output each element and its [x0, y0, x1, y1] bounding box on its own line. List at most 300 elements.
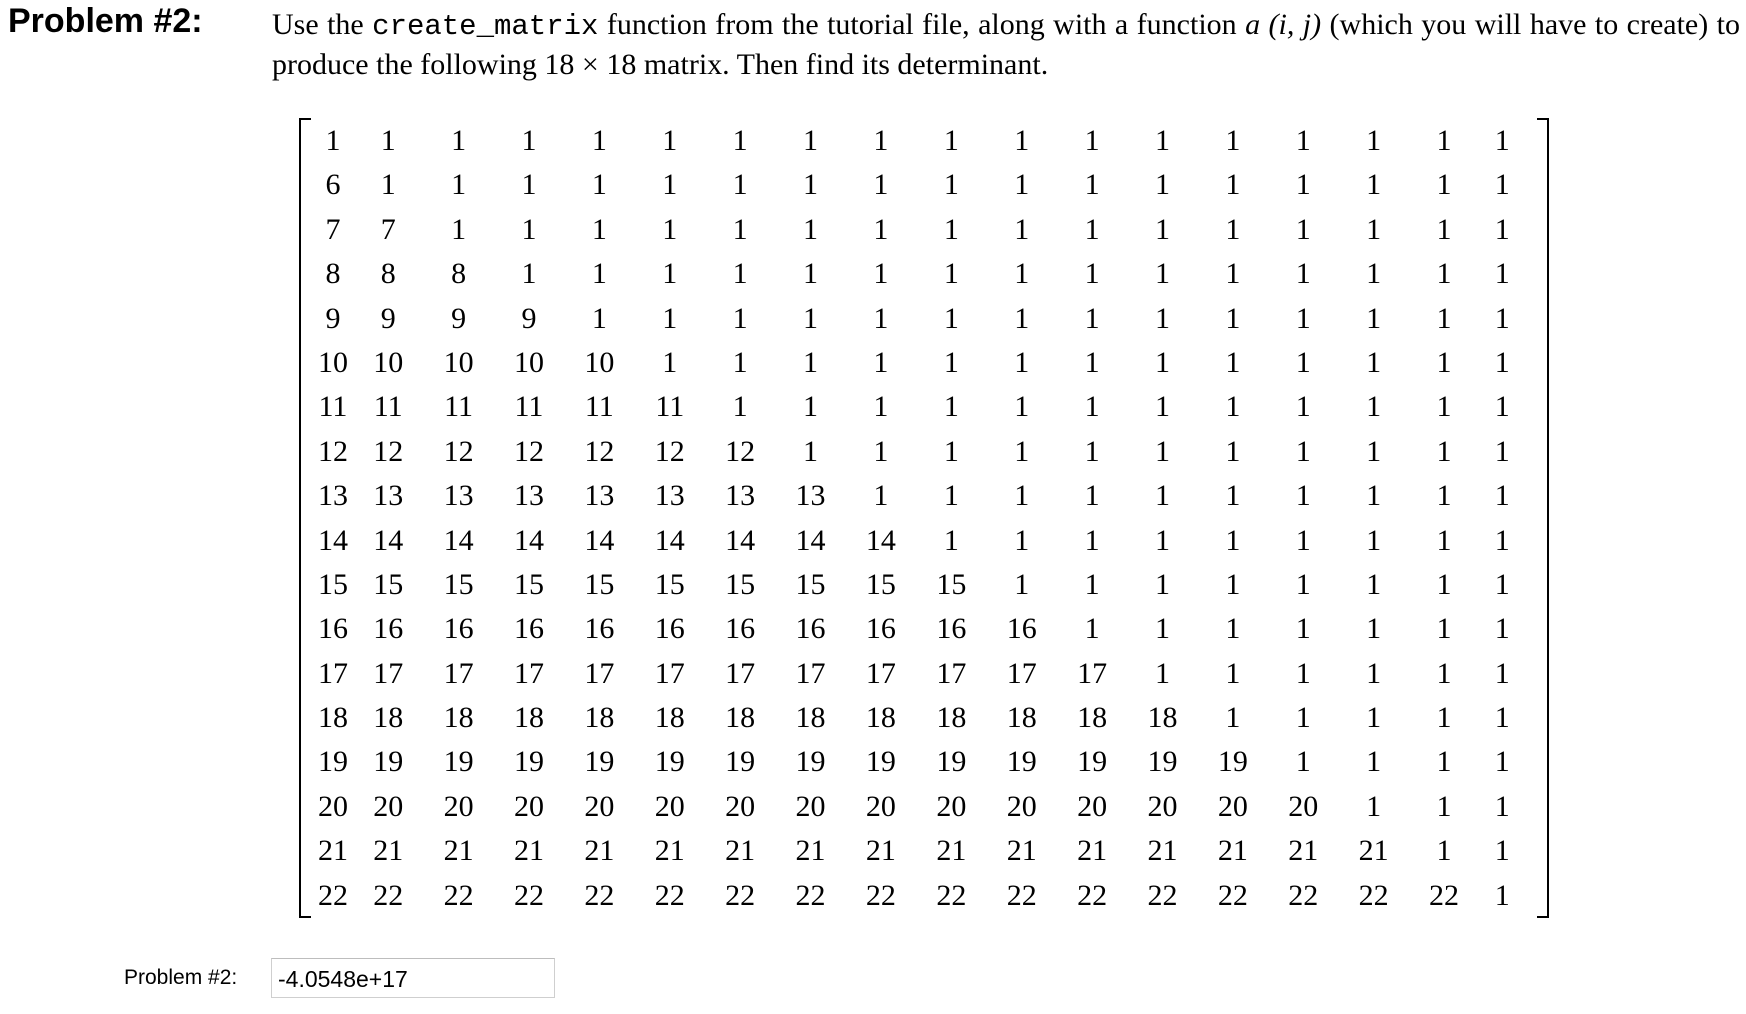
matrix-cell: 6 [325, 168, 341, 202]
matrix-cell: 21 [1147, 834, 1178, 868]
matrix-cell: 16 [795, 612, 826, 646]
matrix-cell: 1 [1366, 523, 1382, 557]
matrix-cell: 14 [654, 523, 685, 557]
matrix-cell: 17 [584, 656, 615, 690]
statement-text: Use the [272, 8, 373, 41]
matrix-cell: 12 [584, 434, 615, 468]
matrix-cell: 1 [1436, 257, 1452, 291]
matrix-cell: 1 [1295, 301, 1311, 335]
matrix-cell: 21 [513, 834, 544, 868]
matrix-cell: 1 [1494, 745, 1510, 779]
matrix-cell: 1 [1225, 479, 1241, 513]
matrix-cell: 16 [725, 612, 756, 646]
matrix-cell: 1 [732, 124, 748, 157]
matrix-cell: 15 [584, 567, 615, 601]
matrix-cell: 16 [373, 612, 404, 646]
matrix-cell: 18 [1006, 701, 1037, 735]
matrix-cell: 1 [943, 257, 959, 291]
matrix-cell: 21 [1006, 834, 1037, 868]
matrix-cell: 17 [373, 656, 404, 690]
matrix-cell: 20 [584, 789, 615, 823]
matrix-cell: 1 [662, 212, 678, 246]
matrix-cell: 1 [1225, 523, 1241, 557]
matrix-cell: 1 [1295, 345, 1311, 379]
matrix-cell: 1 [1366, 345, 1382, 379]
matrix-cell: 1 [1154, 168, 1170, 202]
matrix-cell: 9 [451, 301, 467, 335]
matrix-cell: 17 [654, 656, 685, 690]
matrix-cell: 7 [325, 212, 341, 246]
matrix-cell: 22 [1147, 878, 1178, 912]
matrix-cell: 11 [584, 390, 614, 424]
matrix-cell: 14 [584, 523, 615, 557]
matrix-cell: 1 [803, 390, 819, 424]
matrix-cell: 1 [1084, 612, 1100, 646]
matrix-cell: 16 [654, 612, 685, 646]
matrix-cell: 21 [795, 834, 826, 868]
matrix-cell: 1 [1295, 612, 1311, 646]
matrix-cell: 1 [1295, 701, 1311, 735]
matrix-cell: 1 [521, 257, 537, 291]
problem-statement [272, 6, 1740, 84]
matrix-cell: 1 [662, 168, 678, 202]
matrix-cell: 1 [662, 345, 678, 379]
matrix-cell: 1 [803, 345, 819, 379]
matrix-cell: 22 [725, 878, 756, 912]
matrix-cell: 1 [803, 434, 819, 468]
matrix-cell: 1 [1084, 124, 1100, 157]
matrix-cell: 1 [1295, 523, 1311, 557]
matrix-cell: 1 [1225, 612, 1241, 646]
matrix-cell: 1 [1494, 345, 1510, 379]
matrix-cell: 1 [1295, 390, 1311, 424]
matrix-cell: 1 [1366, 390, 1382, 424]
matrix-cell: 20 [795, 789, 826, 823]
matrix-cell: 1 [1014, 390, 1030, 424]
matrix-cell: 15 [865, 567, 896, 601]
matrix-cell: 15 [725, 567, 756, 601]
matrix-cell: 1 [1494, 878, 1510, 912]
matrix-cell: 18 [443, 701, 474, 735]
matrix-cell: 1 [1084, 390, 1100, 424]
matrix-cell: 1 [1225, 701, 1241, 735]
matrix-cell: 22 [584, 878, 615, 912]
matrix-cell: 1 [1436, 479, 1452, 513]
matrix-cell: 1 [1014, 523, 1030, 557]
matrix-cell: 1 [1494, 390, 1510, 424]
matrix-cell: 20 [1077, 789, 1108, 823]
matrix-cell: 18 [584, 701, 615, 735]
matrix-cell: 1 [1366, 479, 1382, 513]
matrix-cell: 21 [443, 834, 474, 868]
matrix-cell: 22 [936, 878, 967, 912]
matrix-cell: 1 [1295, 434, 1311, 468]
matrix-cell: 1 [1436, 124, 1452, 157]
matrix-cell: 9 [521, 301, 537, 335]
matrix-cell: 1 [1436, 212, 1452, 246]
matrix-cell: 1 [1494, 212, 1510, 246]
matrix-cell: 21 [654, 834, 685, 868]
matrix-cell: 18 [513, 701, 544, 735]
matrix-cell: 1 [1225, 345, 1241, 379]
matrix-cell: 1 [873, 301, 889, 335]
matrix-cell: 1 [1295, 124, 1311, 157]
matrix-cell: 1 [873, 345, 889, 379]
matrix-cell: 1 [803, 301, 819, 335]
matrix-cell: 21 [1288, 834, 1319, 868]
matrix-cell: 1 [1014, 124, 1030, 157]
matrix-cell: 1 [1494, 834, 1510, 868]
function-symbol: a [1245, 8, 1261, 41]
matrix-cell: 22 [1429, 878, 1460, 912]
matrix-cell: 1 [1014, 301, 1030, 335]
matrix-cell: 1 [325, 124, 341, 157]
matrix-cell: 1 [1436, 523, 1452, 557]
matrix-cell: 1 [1154, 212, 1170, 246]
matrix-cell: 1 [451, 212, 467, 246]
matrix-cell: 1 [1154, 523, 1170, 557]
matrix-cell: 1 [1295, 168, 1311, 202]
matrix-cell: 1 [1225, 390, 1241, 424]
matrix-cell: 1 [873, 434, 889, 468]
matrix-cell: 1 [1014, 168, 1030, 202]
matrix-cell: 20 [1006, 789, 1037, 823]
matrix-cell: 21 [725, 834, 756, 868]
matrix-cell: 1 [1366, 257, 1382, 291]
matrix-cell: 1 [1295, 212, 1311, 246]
matrix-cell: 10 [318, 345, 348, 379]
matrix-cell: 1 [591, 212, 607, 246]
matrix-cell: 1 [1084, 257, 1100, 291]
matrix-cell: 20 [1147, 789, 1178, 823]
matrix-cell: 15 [443, 567, 474, 601]
matrix-cell: 10 [443, 345, 474, 379]
answer-label: Problem #2: [124, 966, 238, 989]
matrix-cell: 19 [1217, 745, 1248, 779]
matrix-cell: 1 [943, 434, 959, 468]
matrix-display [299, 118, 1549, 918]
matrix-cell: 15 [654, 567, 685, 601]
matrix-cell: 7 [380, 212, 396, 246]
matrix-cell: 1 [732, 168, 748, 202]
matrix-cell: 1 [1366, 434, 1382, 468]
matrix-cell: 1 [1225, 434, 1241, 468]
matrix-cell: 1 [1436, 789, 1452, 823]
matrix-cell: 15 [513, 567, 544, 601]
matrix-cell: 1 [1295, 567, 1311, 601]
matrix-cell: 1 [1154, 257, 1170, 291]
matrix-cell: 1 [1084, 212, 1100, 246]
matrix-cell: 1 [1154, 124, 1170, 157]
matrix-cell: 16 [443, 612, 474, 646]
matrix-cell: 1 [873, 212, 889, 246]
matrix-cell: 1 [803, 124, 819, 157]
matrix-cell: 1 [1436, 834, 1452, 868]
matrix-cell: 20 [443, 789, 474, 823]
matrix-cell: 14 [513, 523, 544, 557]
matrix-cell: 17 [513, 656, 544, 690]
matrix-cell: 22 [1358, 878, 1389, 912]
matrix-cell: 20 [1288, 789, 1319, 823]
matrix-cell: 21 [373, 834, 404, 868]
matrix-cell: 1 [1225, 168, 1241, 202]
matrix-cell: 1 [1084, 479, 1100, 513]
matrix-cell: 12 [513, 434, 544, 468]
matrix-cell: 1 [1436, 301, 1452, 335]
answer-input[interactable] [271, 958, 555, 998]
matrix-cell: 1 [873, 390, 889, 424]
matrix-cell: 1 [943, 479, 959, 513]
matrix-cell: 1 [1366, 301, 1382, 335]
matrix-cell: 1 [1014, 567, 1030, 601]
matrix-cell: 1 [1154, 434, 1170, 468]
statement-text: function from the tutorial file, along with a function [598, 8, 1246, 41]
matrix-cell: 1 [1366, 789, 1382, 823]
matrix-cell: 16 [318, 612, 348, 646]
matrix-cell: 16 [1006, 612, 1037, 646]
matrix-cell: 1 [1295, 257, 1311, 291]
matrix-cell: 12 [373, 434, 404, 468]
matrix-left-bracket [299, 118, 311, 918]
matrix-cell: 14 [725, 523, 756, 557]
matrix-cell: 1 [943, 523, 959, 557]
matrix-cell: 22 [795, 878, 826, 912]
matrix-cell: 1 [1494, 789, 1510, 823]
matrix-cell: 13 [584, 479, 615, 513]
matrix-cell: 21 [936, 834, 967, 868]
matrix-cell: 1 [1366, 701, 1382, 735]
matrix-cell: 1 [1494, 656, 1510, 690]
matrix-cell: 21 [318, 834, 348, 868]
statement-text: (which you will have to create) to produce the following 18 × 18 matrix. Then find its determinant. [272, 8, 1740, 81]
matrix-cell: 12 [725, 434, 756, 468]
matrix-cell: 1 [732, 257, 748, 291]
matrix-cell: 1 [873, 257, 889, 291]
matrix-cell: 20 [725, 789, 756, 823]
matrix-cell: 19 [725, 745, 756, 779]
matrix-cell: 1 [591, 168, 607, 202]
matrix-cell: 17 [936, 656, 967, 690]
matrix-cell: 1 [1494, 124, 1510, 157]
matrix-cell: 14 [443, 523, 474, 557]
matrix-cell: 18 [725, 701, 756, 735]
matrix-cell: 22 [373, 878, 404, 912]
matrix-cell: 1 [1436, 745, 1452, 779]
matrix-cell: 1 [591, 301, 607, 335]
matrix-cell: 1 [521, 124, 537, 157]
matrix-cell: 1 [1436, 345, 1452, 379]
matrix-cell: 1 [1366, 567, 1382, 601]
matrix-cell: 18 [1077, 701, 1108, 735]
matrix-cell: 10 [584, 345, 615, 379]
matrix-cell: 1 [1436, 656, 1452, 690]
matrix-cell: 1 [1225, 257, 1241, 291]
matrix-cell: 1 [1436, 567, 1452, 601]
matrix-cell: 1 [1295, 656, 1311, 690]
matrix-cell: 1 [1084, 523, 1100, 557]
matrix-cell: 1 [591, 257, 607, 291]
matrix-cell: 1 [1154, 301, 1170, 335]
matrix-cell: 1 [1366, 168, 1382, 202]
matrix-cell: 17 [1006, 656, 1037, 690]
function-args: (i, j) [1260, 8, 1330, 41]
matrix-cell: 11 [373, 390, 403, 424]
matrix-cell: 1 [451, 124, 467, 157]
matrix-cell: 1 [1225, 656, 1241, 690]
matrix-cell: 15 [795, 567, 826, 601]
matrix-cell: 1 [943, 345, 959, 379]
matrix-cell: 20 [318, 789, 348, 823]
matrix-cell: 1 [803, 212, 819, 246]
matrix-cell: 1 [1494, 434, 1510, 468]
matrix-cell: 11 [514, 390, 544, 424]
matrix-cell: 1 [1436, 434, 1452, 468]
matrix-cell: 22 [1077, 878, 1108, 912]
matrix-cell: 1 [943, 390, 959, 424]
matrix-cell: 1 [1225, 301, 1241, 335]
matrix-cell: 19 [936, 745, 967, 779]
matrix-cell: 22 [1288, 878, 1319, 912]
matrix-cell: 1 [1154, 390, 1170, 424]
matrix-cell: 13 [373, 479, 404, 513]
matrix-cell: 22 [443, 878, 474, 912]
matrix-cell: 1 [943, 301, 959, 335]
matrix-cell: 19 [513, 745, 544, 779]
matrix-cell: 1 [873, 168, 889, 202]
matrix-cell: 20 [1217, 789, 1248, 823]
matrix-cell: 21 [865, 834, 896, 868]
matrix-cell: 1 [1436, 612, 1452, 646]
matrix-cell: 20 [654, 789, 685, 823]
matrix-cell: 1 [1436, 390, 1452, 424]
matrix-cell: 19 [1147, 745, 1178, 779]
matrix-cell: 1 [1084, 168, 1100, 202]
matrix-cell: 1 [1494, 168, 1510, 202]
matrix-cell: 1 [1084, 301, 1100, 335]
matrix-cell: 13 [725, 479, 756, 513]
matrix-cell: 1 [943, 212, 959, 246]
matrix-cell: 13 [795, 479, 826, 513]
matrix-cell: 12 [318, 434, 348, 468]
matrix-cell: 1 [943, 124, 959, 157]
matrix-cell: 21 [584, 834, 615, 868]
matrix-cell: 1 [732, 212, 748, 246]
matrix-cell: 1 [1366, 212, 1382, 246]
matrix-cell: 14 [373, 523, 404, 557]
matrix-cell: 12 [443, 434, 474, 468]
matrix-cell: 15 [373, 567, 404, 601]
matrix-cell: 22 [513, 878, 544, 912]
matrix-cell: 22 [1217, 878, 1248, 912]
matrix-cell: 1 [1436, 701, 1452, 735]
matrix-cell: 17 [318, 656, 348, 690]
matrix-cell: 15 [318, 567, 348, 601]
matrix-cell: 1 [1014, 212, 1030, 246]
matrix-cell: 1 [1494, 567, 1510, 601]
matrix-cell: 16 [584, 612, 615, 646]
matrix-cell: 1 [662, 301, 678, 335]
matrix-cell: 21 [1217, 834, 1248, 868]
matrix-cell: 16 [936, 612, 967, 646]
matrix-cell: 1 [1366, 656, 1382, 690]
matrix-cell: 17 [865, 656, 896, 690]
matrix-cell: 14 [795, 523, 826, 557]
matrix-cell: 1 [1295, 745, 1311, 779]
matrix-cell: 13 [318, 479, 348, 513]
matrix-cell: 1 [803, 168, 819, 202]
matrix-cell: 19 [373, 745, 404, 779]
matrix-cell: 22 [865, 878, 896, 912]
matrix-cell: 10 [373, 345, 404, 379]
matrix-cell: 19 [1006, 745, 1037, 779]
matrix-cell: 22 [654, 878, 685, 912]
matrix-cell: 19 [443, 745, 474, 779]
matrix-cell: 1 [1014, 479, 1030, 513]
matrix-cell: 1 [1154, 656, 1170, 690]
matrix-right-bracket [1537, 118, 1549, 918]
matrix-cell: 11 [318, 390, 348, 424]
matrix-cell: 15 [936, 567, 967, 601]
matrix-cell: 19 [584, 745, 615, 779]
matrix-cell: 19 [654, 745, 685, 779]
matrix-cell: 16 [865, 612, 896, 646]
matrix-cell: 18 [373, 701, 404, 735]
matrix-cell: 21 [1077, 834, 1108, 868]
matrix-cell: 1 [1366, 612, 1382, 646]
matrix-cell: 1 [1494, 257, 1510, 291]
matrix-cell: 1 [1014, 257, 1030, 291]
matrix-cell: 18 [318, 701, 348, 735]
matrix-cell: 1 [732, 301, 748, 335]
matrix-grid [313, 119, 1525, 918]
matrix-cell: 13 [513, 479, 544, 513]
matrix-cell: 12 [654, 434, 685, 468]
matrix-cell: 17 [795, 656, 826, 690]
matrix-cell: 18 [1147, 701, 1178, 735]
matrix-cell: 1 [1154, 345, 1170, 379]
matrix-cell: 1 [1295, 479, 1311, 513]
matrix-cell: 1 [1154, 479, 1170, 513]
matrix-cell: 1 [873, 124, 889, 157]
matrix-cell: 9 [325, 301, 341, 335]
matrix-cell: 1 [732, 390, 748, 424]
matrix-cell: 1 [591, 124, 607, 157]
matrix-cell: 11 [655, 390, 685, 424]
matrix-cell: 9 [380, 301, 396, 335]
matrix-cell: 1 [1366, 745, 1382, 779]
matrix-cell: 22 [1006, 878, 1037, 912]
matrix-cell: 1 [1084, 434, 1100, 468]
matrix-cell: 19 [795, 745, 826, 779]
matrix-cell: 14 [865, 523, 896, 557]
matrix-cell: 1 [1014, 434, 1030, 468]
function-name: create_matrix [372, 10, 599, 43]
matrix-cell: 1 [732, 345, 748, 379]
matrix-cell: 17 [725, 656, 756, 690]
matrix-cell: 8 [451, 257, 467, 291]
matrix-cell: 1 [1225, 212, 1241, 246]
matrix-cell: 21 [1358, 834, 1389, 868]
matrix-cell: 1 [1084, 345, 1100, 379]
matrix-cell: 1 [1494, 612, 1510, 646]
matrix-cell: 1 [1494, 301, 1510, 335]
matrix-cell: 18 [795, 701, 826, 735]
matrix-cell: 1 [1366, 124, 1382, 157]
matrix-cell: 17 [443, 656, 474, 690]
matrix-cell: 1 [521, 168, 537, 202]
matrix-cell: 1 [662, 257, 678, 291]
matrix-cell: 20 [513, 789, 544, 823]
